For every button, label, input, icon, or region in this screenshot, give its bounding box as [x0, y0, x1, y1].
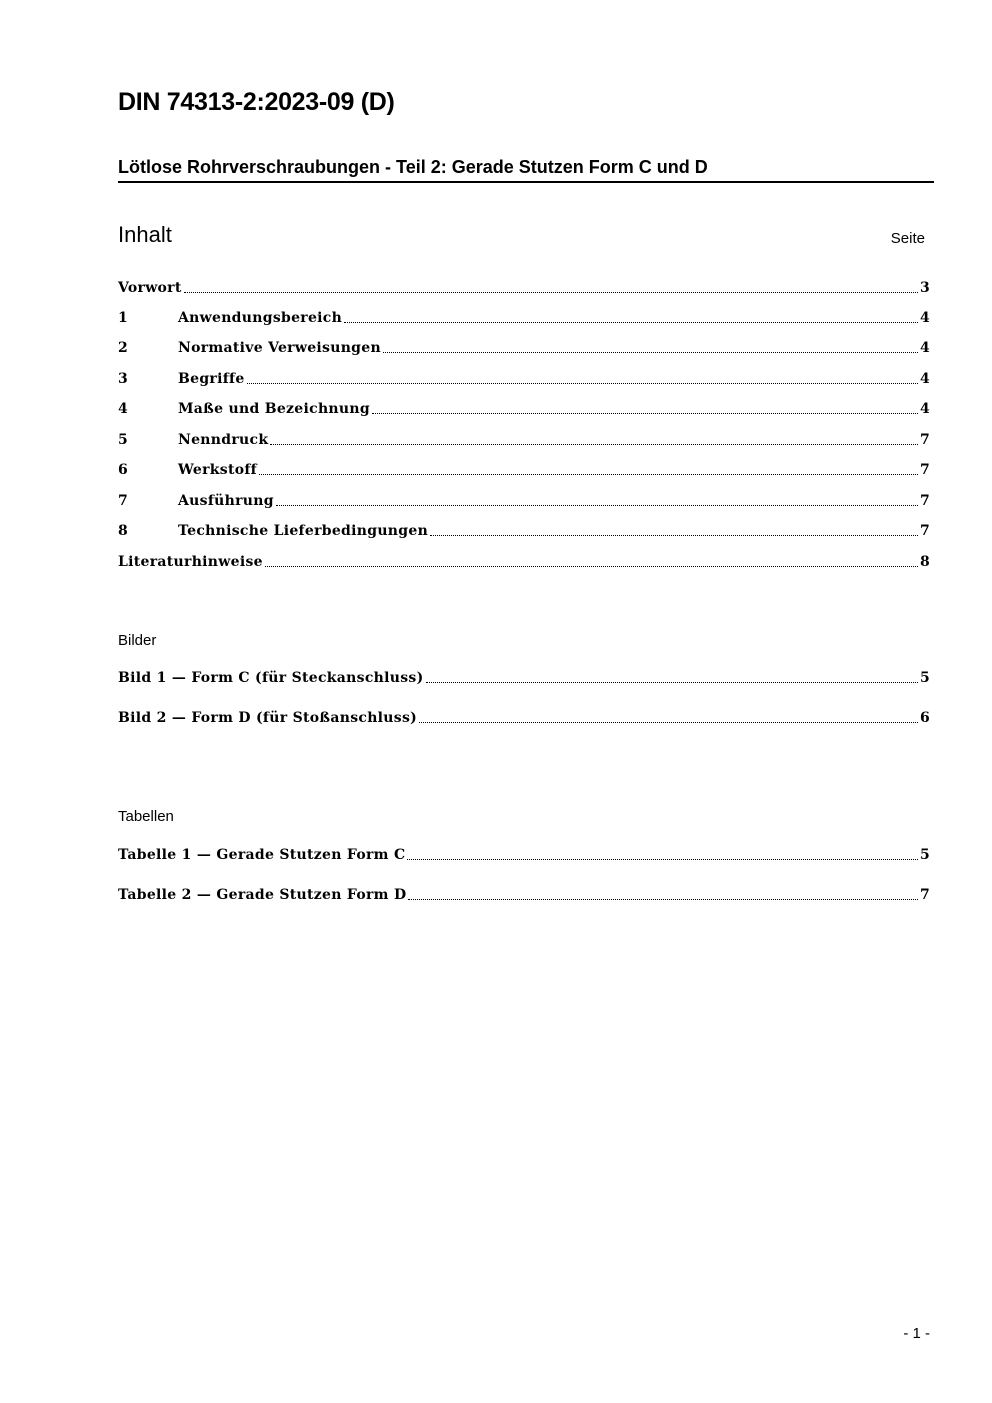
toc-entry-page: 7: [919, 462, 930, 478]
figure-entry-1[interactable]: [118, 670, 930, 692]
figure-entry-page: 6: [919, 710, 930, 726]
figure-entry-page: 5: [919, 670, 930, 686]
toc-leader-dots: [276, 505, 918, 506]
toc-entry-page: 7: [919, 432, 930, 448]
toc-leader-dots: [419, 722, 918, 723]
toc-entry-7[interactable]: [118, 493, 930, 515]
document-title: Lötlose Rohrverschraubungen - Teil 2: Gerade Stutzen Form C und D: [118, 157, 934, 183]
toc-entry-number: 8: [118, 523, 129, 539]
toc-leader-dots: [372, 413, 918, 414]
toc-entry-number: 5: [118, 432, 129, 448]
toc-heading: Inhalt: [118, 222, 172, 247]
toc-entry-text: Literaturhinweise: [118, 554, 263, 570]
figure-entry-text: Bild 2 — Form D (für Stoßanschluss): [118, 710, 418, 726]
toc-entry-page: 4: [919, 401, 930, 417]
table-entry-text: Tabelle 2 — Gerade Stutzen Form D: [118, 887, 407, 903]
toc-entry-page: 4: [919, 371, 930, 387]
toc-entry-3[interactable]: [118, 371, 930, 393]
toc-entry-page: 4: [919, 310, 930, 326]
tables-label: Tabellen: [118, 808, 174, 825]
figure-entry-text: Bild 1 — Form C (für Steckanschluss): [118, 670, 424, 686]
toc-entry-number: 4: [118, 401, 129, 417]
toc-entry-4[interactable]: [118, 401, 930, 423]
toc-entry-5[interactable]: [118, 432, 930, 454]
toc-entry-text: Nenndruck: [178, 432, 269, 448]
toc-leader-dots: [383, 352, 918, 353]
table-entry-page: 7: [919, 887, 930, 903]
toc-entry-text: Maße und Bezeichnung: [178, 401, 370, 417]
toc-leader-dots: [426, 682, 918, 683]
toc-entry-8[interactable]: [118, 523, 930, 545]
table-entry-2[interactable]: [118, 887, 930, 909]
toc-entry-page: 7: [919, 493, 930, 509]
toc-leader-dots: [247, 383, 918, 384]
toc-leader-dots: [407, 859, 918, 860]
toc-entry-page: 7: [919, 523, 930, 539]
toc-leader-dots: [430, 535, 918, 536]
toc-entry-text: Technische Lieferbedingungen: [178, 523, 429, 539]
toc-entry-number: 6: [118, 462, 129, 478]
toc-entry-number: 2: [118, 340, 129, 356]
toc-leader-dots: [265, 566, 918, 567]
toc-entry-number: 3: [118, 371, 129, 387]
toc-entry-number: 7: [118, 493, 129, 509]
document-id: DIN 74313-2:2023-09 (D): [118, 88, 395, 116]
toc-entry-page: 3: [919, 280, 930, 296]
figure-entry-2[interactable]: [118, 710, 930, 732]
table-entry-page: 5: [919, 847, 930, 863]
toc-page-label: Seite: [890, 230, 925, 247]
toc-entry-text: Anwendungsbereich: [178, 310, 343, 326]
toc-entry-1[interactable]: [118, 310, 930, 332]
toc-entry-text: Vorwort: [118, 280, 182, 296]
toc-entry-vorwort[interactable]: [118, 280, 930, 302]
toc-entry-page: 4: [919, 340, 930, 356]
table-entry-text: Tabelle 1 — Gerade Stutzen Form C: [118, 847, 406, 863]
toc-leader-dots: [259, 474, 918, 475]
toc-entry-literatur[interactable]: [118, 554, 930, 576]
figures-label: Bilder: [118, 632, 157, 649]
toc-leader-dots: [184, 292, 918, 293]
toc-entry-2[interactable]: [118, 340, 930, 362]
toc-leader-dots: [270, 444, 918, 445]
toc-entry-text: Normative Verweisungen: [178, 340, 381, 356]
toc-entry-number: 1: [118, 310, 129, 326]
toc-entry-text: Ausführung: [178, 493, 274, 509]
toc-entry-text: Werkstoff: [178, 462, 257, 478]
toc-entry-page: 8: [919, 554, 930, 570]
toc-leader-dots: [344, 322, 918, 323]
page-number: - 1 -: [903, 1325, 930, 1342]
toc-entry-text: Begriffe: [178, 371, 245, 387]
table-entry-1[interactable]: [118, 847, 930, 869]
toc-entry-6[interactable]: [118, 462, 930, 484]
toc-leader-dots: [408, 899, 918, 900]
